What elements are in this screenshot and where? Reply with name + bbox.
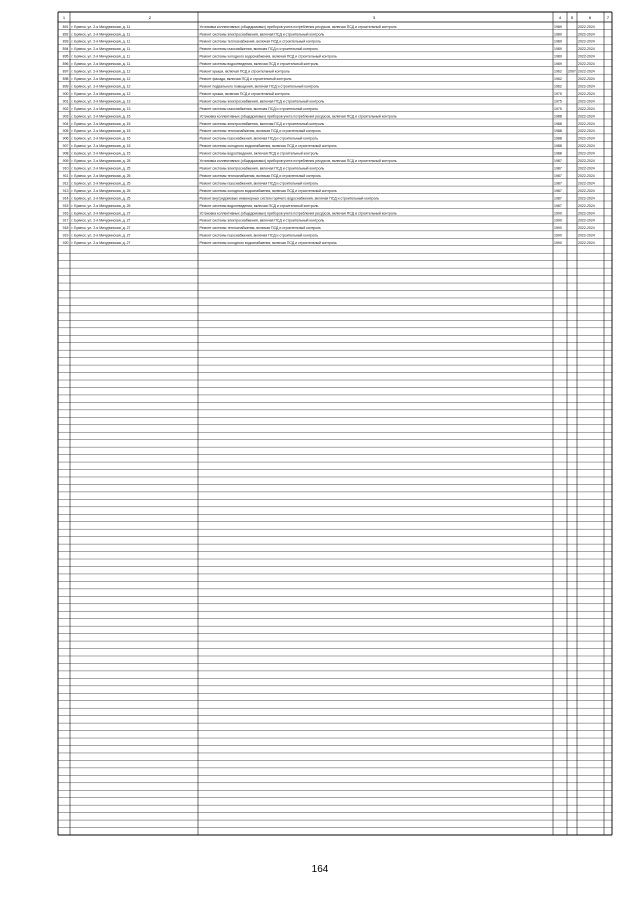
row-year-built: 1975 xyxy=(554,106,562,111)
row-year-built: 1989 xyxy=(554,47,562,52)
row-number: 905 xyxy=(62,129,69,134)
row-work-type: Ремонт подвального помещения, включая ПСД и строительный контроль xyxy=(199,84,320,89)
row-period: 2022-2024 xyxy=(578,226,595,231)
row-year-repair: 2007 xyxy=(568,69,576,74)
row-work-type: Ремонт системы холодного водоснабжения, включая ПСД и строительный контроль xyxy=(199,144,337,149)
row-work-type: Ремонт внутридомовых инженерных систем горячего водоснабжения, включая ПСД и строительный контроль xyxy=(199,196,380,201)
row-work-type: Ремонт системы теплоснабжения, включая ПСД и строительный контроль xyxy=(199,173,321,178)
row-address: г. Брянск, ул. 2-я Мичуринская, д. 27 xyxy=(71,226,131,231)
row-period: 2022-2024 xyxy=(578,62,595,67)
row-year-built: 1988 xyxy=(554,136,562,141)
row-number: 908 xyxy=(62,151,69,156)
row-year-built: 1987 xyxy=(554,196,562,201)
row-year-built: 1990 xyxy=(554,211,562,216)
row-number: 913 xyxy=(62,188,69,193)
row-period: 2022-2024 xyxy=(578,54,595,59)
row-address: г. Брянск, ул. 2-я Мичуринская, д. 13 xyxy=(71,99,131,104)
row-year-built: 1988 xyxy=(554,151,562,156)
row-year-built: 1988 xyxy=(554,114,562,119)
row-address: г. Брянск, ул. 2-я Мичуринская, д. 11 xyxy=(71,47,131,52)
row-period: 2022-2024 xyxy=(578,39,595,44)
row-number: 891 xyxy=(62,24,69,29)
row-address: г. Брянск, ул. 2-я Мичуринская, д. 27 xyxy=(71,218,131,223)
header-col-3: 3 xyxy=(372,15,376,20)
row-address: г. Брянск, ул. 2-я Мичуринская, д. 15 xyxy=(71,151,131,156)
row-year-built: 1990 xyxy=(554,226,562,231)
row-address: г. Брянск, ул. 2-я Мичуринская, д. 13 xyxy=(71,106,131,111)
row-address: г. Брянск, ул. 2-я Мичуринская, д. 15 xyxy=(71,129,131,134)
row-year-built: 1975 xyxy=(554,99,562,104)
header-col-6: 6 xyxy=(588,15,592,20)
row-year-built: 1988 xyxy=(554,129,562,134)
row-period: 2022-2024 xyxy=(578,203,595,208)
row-year-built: 1975 xyxy=(554,91,562,96)
row-address: г. Брянск, ул. 2-я Мичуринская, д. 15 xyxy=(71,114,131,119)
row-work-type: Установка коллективных (общедомовых) приборов учета потребления ресурсов, включая ПСД и строительный контроль xyxy=(199,114,397,119)
row-period: 2022-2024 xyxy=(578,181,595,186)
row-period: 2022-2024 xyxy=(578,91,595,96)
row-number: 916 xyxy=(62,211,69,216)
row-work-type: Ремонт системы газоснабжения, включая ПСД и строительный контроль xyxy=(199,47,319,52)
row-work-type: Установка коллективных (общедомовых) приборов учета потребления ресурсов, включая ПСД и строительный контроль xyxy=(199,211,397,216)
row-address: г. Брянск, ул. 2-я Мичуринская, д. 11 xyxy=(71,39,131,44)
row-year-built: 1988 xyxy=(554,144,562,149)
row-year-built: 1990 xyxy=(554,233,562,238)
header-col-7: 7 xyxy=(606,15,610,20)
row-address: г. Брянск, ул. 2-я Мичуринская, д. 12 xyxy=(71,69,131,74)
row-number: 911 xyxy=(62,173,69,178)
row-number: 895 xyxy=(62,54,69,59)
row-year-built: 1962 xyxy=(554,84,562,89)
row-year-built: 1987 xyxy=(554,203,562,208)
row-period: 2022-2024 xyxy=(578,211,595,216)
row-period: 2022-2024 xyxy=(578,32,595,37)
row-address: г. Брянск, ул. 2-я Мичуринская, д. 25 xyxy=(71,166,131,171)
row-address: г. Брянск, ул. 2-я Мичуринская, д. 25 xyxy=(71,188,131,193)
row-work-type: Ремонт системы электроснабжения, включая ПСД и строительный контроль xyxy=(199,218,325,223)
row-address: г. Брянск, ул. 2-я Мичуринская, д. 12 xyxy=(71,91,131,96)
row-address: г. Брянск, ул. 2-я Мичуринская, д. 15 xyxy=(71,121,131,126)
row-period: 2022-2024 xyxy=(578,144,595,149)
row-number: 909 xyxy=(62,159,69,164)
row-number: 894 xyxy=(62,47,69,52)
row-work-type: Ремонт системы электроснабжения, включая ПСД и строительный контроль xyxy=(199,32,325,37)
row-number: 912 xyxy=(62,181,69,186)
row-period: 2022-2024 xyxy=(578,129,595,134)
row-year-built: 1989 xyxy=(554,62,562,67)
row-address: г. Брянск, ул. 2-я Мичуринская, д. 27 xyxy=(71,233,131,238)
row-number: 903 xyxy=(62,114,69,119)
row-work-type: Ремонт системы водоотведения, включая ПСД и строительный контроль xyxy=(199,151,319,156)
page-number: 164 xyxy=(311,864,329,875)
row-work-type: Ремонт системы газоснабжения, включая ПСД и строительный контроль xyxy=(199,136,319,141)
row-period: 2022-2024 xyxy=(578,241,595,246)
header-col-2: 2 xyxy=(148,15,152,20)
row-address: г. Брянск, ул. 2-я Мичуринская, д. 12 xyxy=(71,84,131,89)
row-number: 896 xyxy=(62,62,69,67)
row-period: 2022-2024 xyxy=(578,114,595,119)
row-period: 2022-2024 xyxy=(578,106,595,111)
row-number: 914 xyxy=(62,196,69,201)
row-number: 915 xyxy=(62,203,69,208)
row-number: 898 xyxy=(62,77,69,82)
row-year-built: 1987 xyxy=(554,188,562,193)
row-period: 2022-2024 xyxy=(578,84,595,89)
row-work-type: Ремонт системы холодного водоснабжения, включая ПСД и строительный контроль xyxy=(199,54,337,59)
row-address: г. Брянск, ул. 2-я Мичуринская, д. 27 xyxy=(71,241,131,246)
row-work-type: Ремонт фасада, включая ПСД и строительный контроль xyxy=(199,77,292,82)
row-number: 900 xyxy=(62,91,69,96)
row-work-type: Ремонт системы холодного водоснабжения, включая ПСД и строительный контроль xyxy=(199,188,337,193)
row-address: г. Брянск, ул. 2-я Мичуринская, д. 11 xyxy=(71,24,131,29)
row-address: г. Брянск, ул. 2-я Мичуринская, д. 11 xyxy=(71,62,131,67)
row-number: 918 xyxy=(62,226,69,231)
row-address: г. Брянск, ул. 2-я Мичуринская, д. 25 xyxy=(71,159,131,164)
row-period: 2022-2024 xyxy=(578,166,595,171)
row-year-built: 1962 xyxy=(554,69,562,74)
row-period: 2022-2024 xyxy=(578,24,595,29)
row-period: 2022-2024 xyxy=(578,196,595,201)
row-period: 2022-2024 xyxy=(578,47,595,52)
row-number: 899 xyxy=(62,84,69,89)
row-year-built: 1988 xyxy=(554,121,562,126)
row-year-built: 1989 xyxy=(554,24,562,29)
row-year-built: 1987 xyxy=(554,159,562,164)
row-number: 892 xyxy=(62,32,69,37)
row-address: г. Брянск, ул. 2-я Мичуринская, д. 27 xyxy=(71,211,131,216)
row-address: г. Брянск, ул. 2-я Мичуринская, д. 15 xyxy=(71,144,131,149)
row-work-type: Ремонт системы электроснабжения, включая ПСД и строительный контроль xyxy=(199,99,325,104)
row-work-type: Ремонт системы газоснабжения, включая ПСД и строительный контроль xyxy=(199,106,319,111)
row-address: г. Брянск, ул. 2-я Мичуринская, д. 11 xyxy=(71,54,131,59)
row-year-built: 1990 xyxy=(554,241,562,246)
row-year-built: 1989 xyxy=(554,39,562,44)
header-col-1: 1 xyxy=(62,15,66,20)
row-address: г. Брянск, ул. 2-я Мичуринская, д. 25 xyxy=(71,181,131,186)
row-address: г. Брянск, ул. 2-я Мичуринская, д. 25 xyxy=(71,203,131,208)
row-year-built: 1987 xyxy=(554,173,562,178)
row-address: г. Брянск, ул. 2-я Мичуринская, д. 15 xyxy=(71,136,131,141)
row-number: 902 xyxy=(62,106,69,111)
row-work-type: Ремонт системы газоснабжения, включая ПСД и строительный контроль xyxy=(199,233,319,238)
row-work-type: Ремонт крыши, включая ПСД и строительный контроль xyxy=(199,69,290,74)
row-year-built: 1989 xyxy=(554,32,562,37)
row-work-type: Ремонт системы водоотведения, включая ПСД и строительный контроль xyxy=(199,203,319,208)
row-number: 906 xyxy=(62,136,69,141)
row-period: 2022-2024 xyxy=(578,188,595,193)
row-work-type: Ремонт системы газоснабжения, включая ПСД и строительный контроль xyxy=(199,181,319,186)
row-address: г. Брянск, ул. 2-я Мичуринская, д. 12 xyxy=(71,77,131,82)
row-period: 2022-2024 xyxy=(578,99,595,104)
row-work-type: Установка коллективных (общедомовых) приборов учета потребления ресурсов, включая ПСД и строительный контроль xyxy=(199,159,397,164)
row-year-built: 1987 xyxy=(554,166,562,171)
row-address: г. Брянск, ул. 2-я Мичуринская, д. 25 xyxy=(71,173,131,178)
row-period: 2022-2024 xyxy=(578,173,595,178)
row-period: 2022-2024 xyxy=(578,69,595,74)
row-year-built: 1962 xyxy=(554,77,562,82)
row-number: 907 xyxy=(62,144,69,149)
row-period: 2022-2024 xyxy=(578,151,595,156)
row-period: 2022-2024 xyxy=(578,77,595,82)
row-year-built: 1990 xyxy=(554,218,562,223)
row-number: 893 xyxy=(62,39,69,44)
row-year-built: 1989 xyxy=(554,54,562,59)
row-address: г. Брянск, ул. 2-я Мичуринская, д. 11 xyxy=(71,32,131,37)
row-year-built: 1987 xyxy=(554,181,562,186)
row-number: 919 xyxy=(62,233,69,238)
row-work-type: Ремонт системы водоотведения, включая ПСД и строительный контроль xyxy=(199,62,319,67)
header-col-4: 4 xyxy=(558,15,562,20)
row-period: 2022-2024 xyxy=(578,136,595,141)
row-work-type: Ремонт крыши, включая ПСД и строительный контроль xyxy=(199,91,290,96)
row-number: 901 xyxy=(62,99,69,104)
row-work-type: Ремонт системы теплоснабжения, включая ПСД и строительный контроль xyxy=(199,129,321,134)
row-period: 2022-2024 xyxy=(578,233,595,238)
row-work-type: Ремонт системы электроснабжения, включая ПСД и строительный контроль xyxy=(199,121,325,126)
row-number: 897 xyxy=(62,69,69,74)
row-work-type: Ремонт системы теплоснабжения, включая ПСД и строительный контроль xyxy=(199,226,321,231)
row-address: г. Брянск, ул. 2-я Мичуринская, д. 25 xyxy=(71,196,131,201)
row-period: 2022-2024 xyxy=(578,218,595,223)
row-number: 920 xyxy=(62,241,69,246)
header-col-5: 5 xyxy=(570,15,574,20)
row-period: 2022-2024 xyxy=(578,121,595,126)
row-work-type: Ремонт системы теплоснабжения, включая ПСД и строительный контроль xyxy=(199,39,321,44)
row-number: 910 xyxy=(62,166,69,171)
row-work-type: Установка коллективных (общедомовых) приборов учета потребления ресурсов, включая ПСД и строительный контроль xyxy=(199,24,397,29)
row-period: 2022-2024 xyxy=(578,159,595,164)
row-work-type: Ремонт системы холодного водоснабжения, включая ПСД и строительный контроль xyxy=(199,241,337,246)
row-number: 904 xyxy=(62,121,69,126)
row-work-type: Ремонт системы электроснабжения, включая ПСД и строительный контроль xyxy=(199,166,325,171)
row-number: 917 xyxy=(62,218,69,223)
